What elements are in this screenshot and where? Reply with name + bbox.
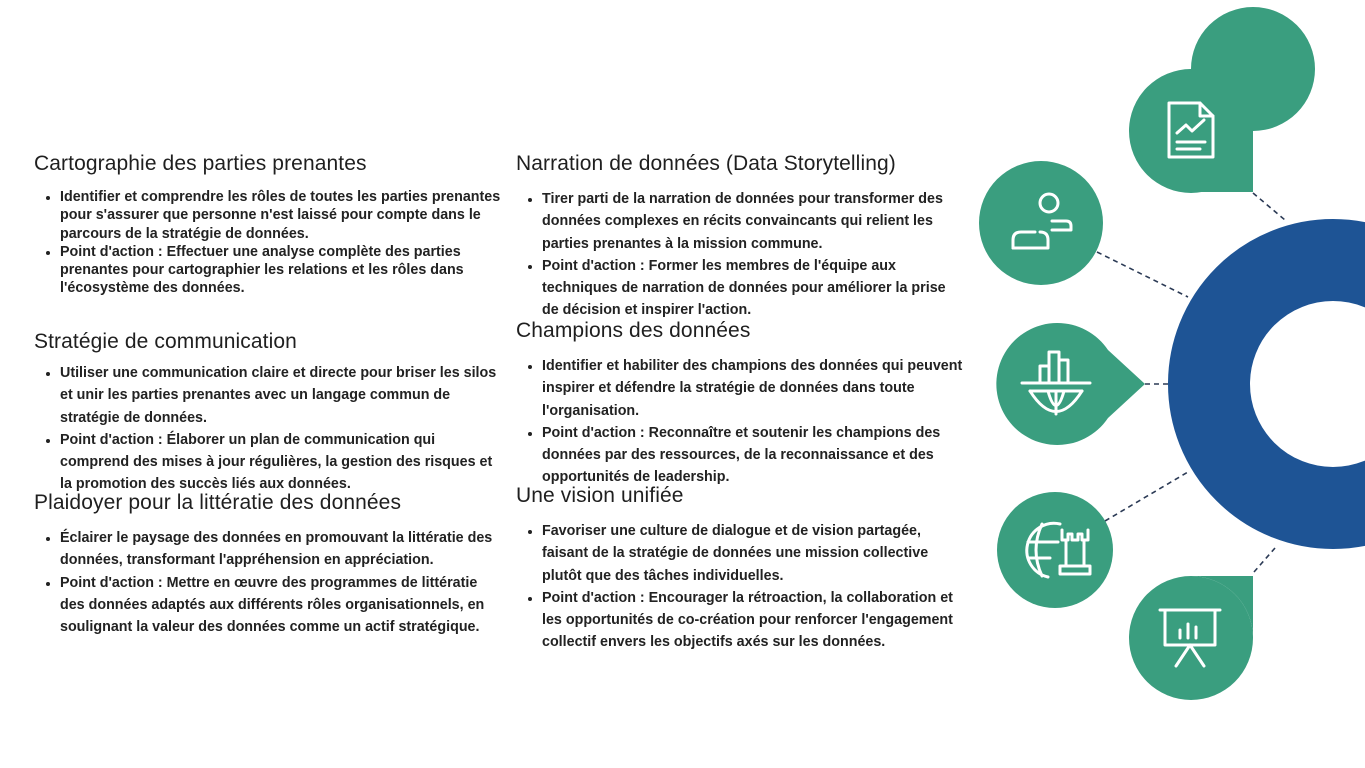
connector-line: [1253, 193, 1285, 220]
bullet-item: • Identifier et comprendre les rôles de toutes les parties prenantes pour s'assurer que personne n'est laissé pour compte dans le parcours de la stratégie de données.: [60, 188, 504, 243]
section-title: Une vision unifiée: [516, 484, 684, 507]
blue-ring: [1209, 260, 1365, 508]
bullet-item: • Point d'action : Mettre en œuvre des programmes de littératie des données adaptés aux différents rôles organisationnels, en soulignant la valeur des données comme un actif stratégique.: [60, 572, 504, 639]
bullet-item: • Point d'action : Reconnaître et soutenir les champions des données par des ressources, de la reconnaissance et des opportunités de leadership.: [542, 422, 966, 489]
bullet-item: • Utiliser une communication claire et directe pour briser les silos et unir les parties prenantes avec un langage commun de stratégie de données.: [60, 362, 504, 429]
section-title: Cartographie des parties prenantes: [34, 152, 367, 175]
section-title: Plaidoyer pour la littératie des données: [34, 491, 402, 514]
node-user: [979, 161, 1103, 285]
section-title: Champions des données: [516, 319, 751, 342]
bullet-item: • Éclairer le paysage des données en promouvant la littératie des données, transformant l'appréhension en appréciation.: [60, 527, 504, 572]
bullet-item: • Tirer parti de la narration de données pour transformer des données complexes en récits convaincants qui relient les parties prenantes à la mission commune.: [542, 188, 966, 255]
node-shape: [979, 161, 1103, 285]
connector-line: [1254, 548, 1275, 572]
section-title: Stratégie de communication: [34, 330, 297, 353]
bullet-item: • Point d'action : Former les membres de l'équipe aux techniques de narration de données pour améliorer la prise de décision et inspirer l'action.: [542, 255, 966, 322]
bullet-item: • Identifier et habiliter des champions des données qui peuvent inspirer et défendre la stratégie de données dans toute l'organisation.: [542, 355, 966, 422]
bullet-item: • Point d'action : Encourager la rétroaction, la collaboration et les opportunités de co-création pour renforcer l'engagement collectif envers les objectifs axés sur les données.: [542, 587, 966, 654]
node-report: [1129, 7, 1315, 193]
bullet-item: • Point d'action : Effectuer une analyse complète des parties prenantes pour cartographier les relations et les rôles dans l'écosystème des données.: [60, 243, 504, 298]
node-chart-globe: [996, 323, 1145, 445]
node-globe-rook: [997, 492, 1113, 608]
connector-line: [1097, 252, 1188, 297]
section-title: Narration de données (Data Storytelling): [516, 152, 896, 175]
connector-line: [1105, 472, 1188, 521]
node-shape: [1129, 576, 1253, 700]
bullet-item: • Favoriser une culture de dialogue et de vision partagée, faisant de la stratégie de données une mission collective plutôt que des tâches individuelles.: [542, 520, 966, 587]
node-shape: [997, 492, 1113, 608]
node-presentation: [1129, 576, 1253, 700]
bullet-item: • Point d'action : Élaborer un plan de communication qui comprend des mises à jour régulières, la gestion des risques et la promotion des succès liés aux données.: [60, 429, 504, 496]
node-shape: [1137, 7, 1315, 192]
